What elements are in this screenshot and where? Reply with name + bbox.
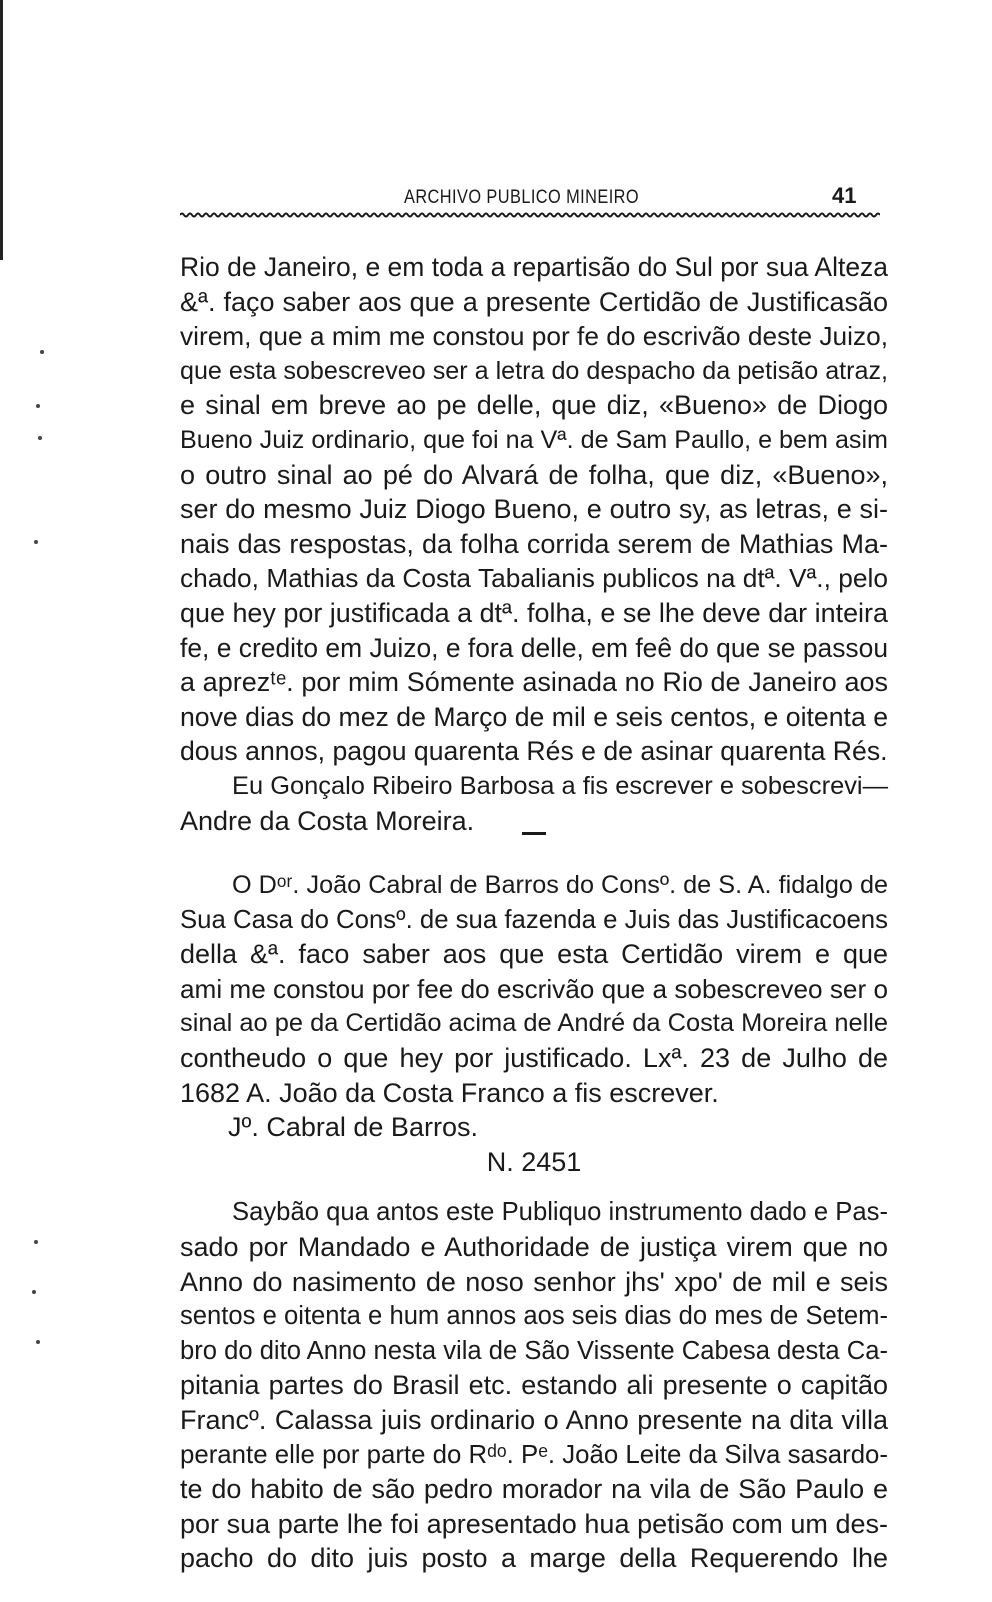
- text-line: bro do dito Anno nesta vila de São Vissente Cabesa desta Ca-: [180, 1336, 888, 1365]
- text-line: virem, que a mim me constou por fe do escrivão deste Juizo,: [180, 321, 888, 352]
- text-line: O Dᵒʳ. João Cabral de Barros do Consº. de S. A. fidalgo de: [232, 871, 888, 900]
- text-line: o outro sinal ao pé do Alvará de folha, que diz, «Bueno»,: [180, 459, 888, 490]
- paragraph-6: [180, 1195, 888, 1576]
- text-line: pitania partes do Brasil etc. estando ali presente o capitão: [180, 1370, 888, 1401]
- running-header: [180, 183, 888, 213]
- text-line: ser do mesmo Juiz Diogo Bueno, e outro sy, as letras, e si-: [180, 494, 888, 525]
- text-line: sinal ao pe da Certidão acima de André da Costa Moreira nelle: [180, 1009, 888, 1038]
- header-wavy-rule: [180, 212, 880, 218]
- text-line: 1682 A. João da Costa Franco a fis escrever.: [180, 1077, 719, 1108]
- text-line: a aprezᵗᵉ. por mim Sómente asinada no Rio de Janeiro aos: [180, 667, 888, 698]
- text-line: Bueno Juiz ordinario, que foi na Vª. de Sam Paullo, e bem asim: [180, 425, 888, 454]
- text-line: perante elle por parte do Rᵈᵒ. Pᵉ. João Leite da Silva sasardo-: [180, 1440, 888, 1469]
- text-line: &ª. faço saber aos que a presente Certidão de Justificasão: [180, 286, 888, 317]
- header-title: ARCHIVO PUBLICO MINEIRO: [404, 187, 640, 208]
- document-number-line: N. 2451: [486, 1146, 582, 1177]
- text-line: nais das respostas, da folha corrida serem de Mathias Ma-: [180, 528, 888, 559]
- text-line: ami me constou por fee do escrivão que a sobescreveo ser o: [180, 973, 888, 1004]
- text-line: fe, e credito em Juizo, e fora delle, em feê do que se passou: [180, 632, 888, 663]
- section-gap: [180, 838, 888, 868]
- scan-speck: [34, 1240, 38, 1244]
- scan-speck: [36, 1340, 40, 1344]
- text-line: della &ª. faco saber aos que esta Certidão virem e que: [180, 939, 888, 970]
- text-line: Eu Gonçalo Ribeiro Barbosa a fis escrever e sobescrevi—: [232, 771, 888, 800]
- text-line: Andre da Costa Moreira.: [180, 805, 475, 836]
- scan-speck: [38, 436, 42, 440]
- section-separator: [522, 832, 546, 835]
- paragraph-3: [180, 868, 888, 1110]
- text-line: Sua Casa do Consº. de sua fazenda e Juis das Justificacoens: [180, 905, 888, 934]
- text-line: que esta sobescreveo ser a letra do despacho da petisão atraz,: [180, 356, 888, 385]
- text-line: te do habito de são pedro morador na vila de São Paulo e: [180, 1474, 888, 1505]
- text-line: Anno do nasimento de noso senhor jhs' xpo' de mil e seis: [180, 1266, 888, 1297]
- text-line: e sinal em breve ao pe delle, que diz, «Bueno» de Diogo: [180, 390, 888, 421]
- body-text: [180, 250, 888, 1576]
- text-line: chado, Mathias da Costa Tabalianis publicos na dtª. Vª., pelo: [180, 563, 888, 594]
- paragraph-1: [180, 250, 888, 769]
- paragraph-2: [180, 769, 888, 838]
- scan-speck: [34, 540, 38, 544]
- text-line: contheudo o que hey por justificado. Lxª. 23 de Julho de: [180, 1043, 888, 1074]
- page-number: 41: [832, 183, 857, 208]
- signature-line: Jº. Cabral de Barros.: [228, 1112, 478, 1143]
- text-line: dous annos, pagou quarenta Rés e de asinar quarenta Rés.: [180, 736, 888, 767]
- text-line: que hey por justificada a dtª. folha, e se lhe deve dar inteira: [180, 597, 888, 628]
- text-line: Francº. Calassa juis ordinario o Anno presente na dita villa: [180, 1405, 888, 1435]
- text-line: nove dias do mez de Março de mil e seis centos, e oitenta e: [180, 701, 888, 732]
- document-number: [180, 1145, 888, 1180]
- section-gap: [180, 1179, 888, 1195]
- scan-speck: [36, 404, 40, 408]
- text-line: por sua parte lhe foi apresentado hua petisão com um des-: [180, 1508, 888, 1539]
- text-line: sado por Mandado e Authoridade de justiça virem que no: [180, 1232, 888, 1263]
- text-line: Rio de Janeiro, e em toda a repartisão do Sul por sua Alteza: [180, 252, 888, 282]
- text-line: pacho do dito juis posto a marge della Requerendo lhe: [180, 1543, 888, 1574]
- scan-speck: [40, 350, 44, 354]
- paragraph-signature: [180, 1110, 888, 1145]
- scan-speck: [32, 1290, 36, 1294]
- scan-edge-mark: [0, 0, 3, 260]
- text-line: Saybão qua antos este Publiquo instrumento dado e Pas-: [232, 1198, 888, 1227]
- text-line: sentos e oitenta e hum annos aos seis dias do mes de Setem-: [180, 1302, 888, 1331]
